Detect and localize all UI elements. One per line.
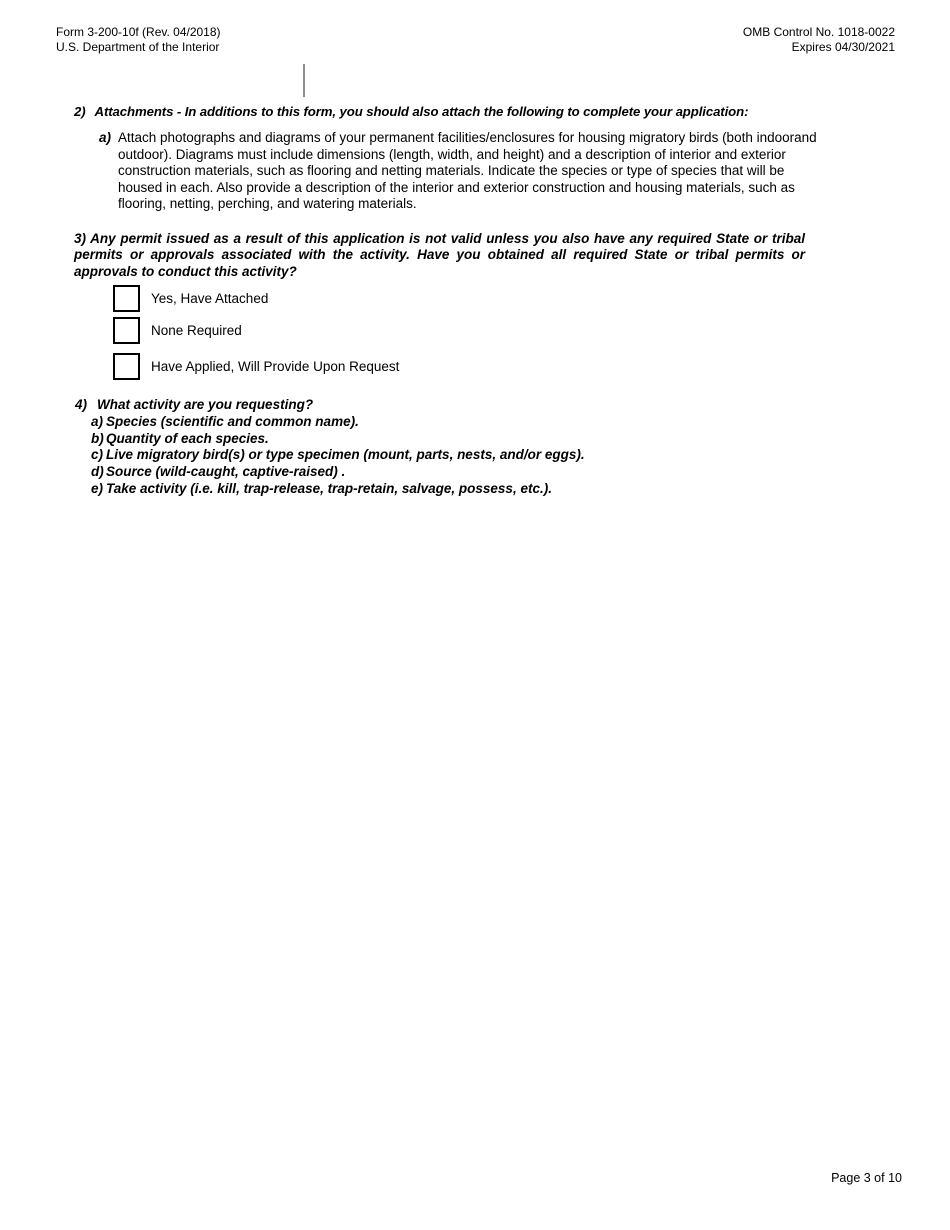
omb-control-number: OMB Control No. 1018-0022 bbox=[742, 25, 895, 39]
question-4-item-c bbox=[91, 447, 585, 464]
checkbox-none-required[interactable] bbox=[113, 317, 140, 344]
question-4-item-d bbox=[91, 464, 585, 481]
option-row-none-required bbox=[113, 317, 242, 344]
question-4-item-b-label: b) bbox=[91, 430, 104, 446]
question-2-number: 2) bbox=[74, 104, 86, 119]
checkbox-yes-have-attached[interactable] bbox=[113, 285, 140, 312]
question-4-heading bbox=[75, 397, 585, 414]
header-left bbox=[56, 25, 221, 55]
page-indicator: Page 3 of 10 bbox=[831, 1171, 902, 1185]
header-right bbox=[743, 25, 895, 55]
checkbox-have-applied[interactable] bbox=[113, 353, 140, 380]
question-4-item-a-text: Species (scientific and common name). bbox=[106, 413, 359, 429]
question-4-heading-text: What activity are you requesting? bbox=[97, 397, 314, 412]
question-4-number: 4) bbox=[75, 397, 88, 412]
expiration-date: Expires 04/30/2021 bbox=[791, 40, 895, 54]
question-2-heading bbox=[74, 104, 748, 119]
text-cursor bbox=[303, 64, 305, 97]
question-4-item-d-text: Source (wild-caught, captive-raised) . bbox=[106, 464, 346, 480]
question-4-block bbox=[75, 397, 585, 498]
question-4-item-e-label: e) bbox=[91, 480, 104, 496]
option-label-yes-have-attached: Yes, Have Attached bbox=[151, 291, 269, 306]
question-4-item-c-text: Live migratory bird(s) or type specimen (mount, parts, nests, and/or eggs). bbox=[106, 447, 585, 463]
option-label-have-applied: Have Applied, Will Provide Upon Request bbox=[151, 359, 400, 374]
question-4-item-e-text: Take activity (i.e. kill, trap-release, trap-retain, salvage, possess, etc.). bbox=[106, 480, 552, 496]
question-4-item-e bbox=[91, 481, 585, 498]
option-row-yes-have-attached bbox=[113, 285, 268, 312]
question-2a-label: a) bbox=[99, 130, 112, 145]
question-4-item-a-label: a) bbox=[91, 413, 104, 429]
question-4-item-b-text: Quantity of each species. bbox=[106, 430, 269, 446]
question-3-heading: 3) Any permit issued as a result of this application is not valid unless you also have any required State or tribal permits or approvals associated with the activity. Have you obtained all required State or tribal permits or approvals to conduct this activity? bbox=[74, 231, 805, 279]
question-2-heading-text: Attachments - In additions to this form, you should also attach the following to complete your application: bbox=[94, 104, 749, 119]
question-2a-text: Attach photographs and diagrams of your permanent facilities/enclosures for housing migratory birds (both indoorand outdoor). Diagrams must include dimensions (length, width, and height) and a description of interior and exterior construction materials, such as flooring and netting materials. Indicate the species or type of species that will be housed in each. Also provide a description of the interior and exterior construction and housing materials, such as flooring, netting, perching, and watering materials. bbox=[118, 130, 817, 212]
question-4-item-d-label: d) bbox=[91, 464, 104, 480]
option-label-none-required: None Required bbox=[151, 323, 242, 338]
question-4-item-b bbox=[91, 431, 585, 448]
question-2a-paragraph bbox=[99, 130, 820, 213]
department-name: U.S. Department of the Interior bbox=[56, 40, 220, 54]
option-row-have-applied bbox=[113, 353, 399, 380]
form-number: Form 3-200-10f (Rev. 04/2018) bbox=[56, 25, 221, 39]
question-4-item-c-label: c) bbox=[91, 447, 104, 463]
question-4-item-a bbox=[91, 414, 585, 431]
